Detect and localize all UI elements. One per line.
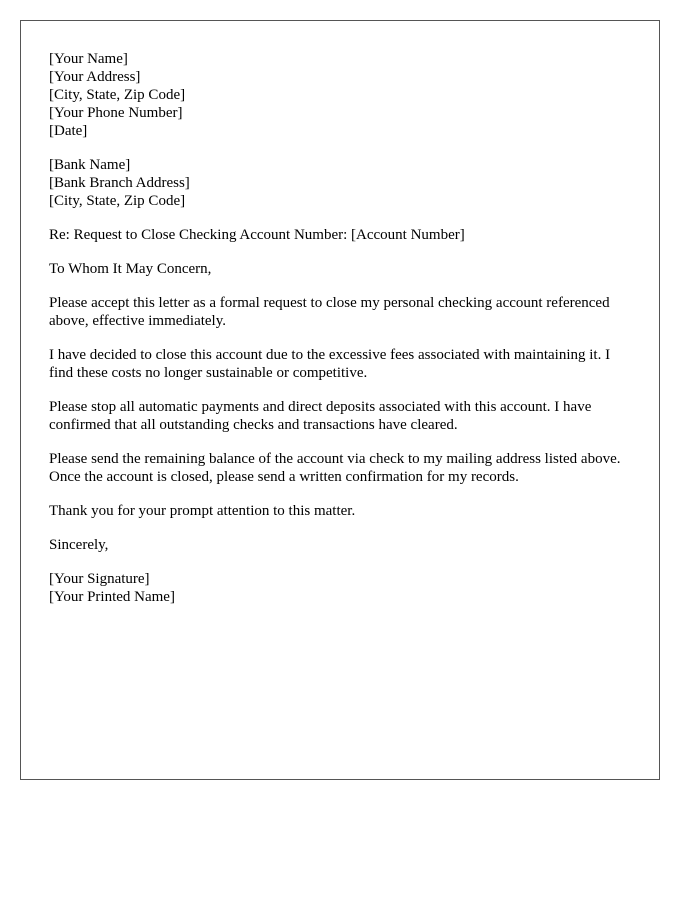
bank-name: [Bank Name] bbox=[49, 157, 131, 173]
printed-name: [Your Printed Name] bbox=[49, 589, 175, 605]
subject-line: Re: Request to Close Checking Account Number: [Account Number] bbox=[49, 227, 465, 243]
letter-date: [Date] bbox=[49, 123, 88, 139]
body-paragraph-thanks: Thank you for your prompt attention to this matter. bbox=[49, 503, 356, 519]
body-paragraph-request: Please accept this letter as a formal request to close my personal checking account referenced above, effective immediately. bbox=[49, 295, 610, 329]
salutation: To Whom It May Concern, bbox=[49, 261, 212, 277]
bank-city-state-zip: [City, State, Zip Code] bbox=[49, 193, 186, 209]
body-paragraph-balance: Please send the remaining balance of the account via check to my mailing address listed above. Once the account is closed, please send a written confirmation for my records. bbox=[49, 451, 621, 485]
bank-branch-address: [Bank Branch Address] bbox=[49, 175, 190, 191]
body-paragraph-payments: Please stop all automatic payments and direct deposits associated with this account. I have confirmed that all outstanding checks and transactions have cleared. bbox=[49, 399, 592, 433]
sender-address: [Your Address] bbox=[49, 69, 141, 85]
signature-block bbox=[49, 570, 631, 606]
sender-name: [Your Name] bbox=[49, 51, 128, 67]
signature-placeholder: [Your Signature] bbox=[49, 571, 150, 587]
recipient-block bbox=[49, 156, 631, 210]
sender-phone: [Your Phone Number] bbox=[49, 105, 183, 121]
sender-block bbox=[49, 50, 631, 140]
sender-city-state-zip: [City, State, Zip Code] bbox=[49, 87, 186, 103]
letter-page bbox=[20, 20, 660, 780]
body-paragraph-reason: I have decided to close this account due to the excessive fees associated with maintaining it. I find these costs no longer sustainable or competitive. bbox=[49, 347, 611, 381]
closing: Sincerely, bbox=[49, 537, 109, 553]
